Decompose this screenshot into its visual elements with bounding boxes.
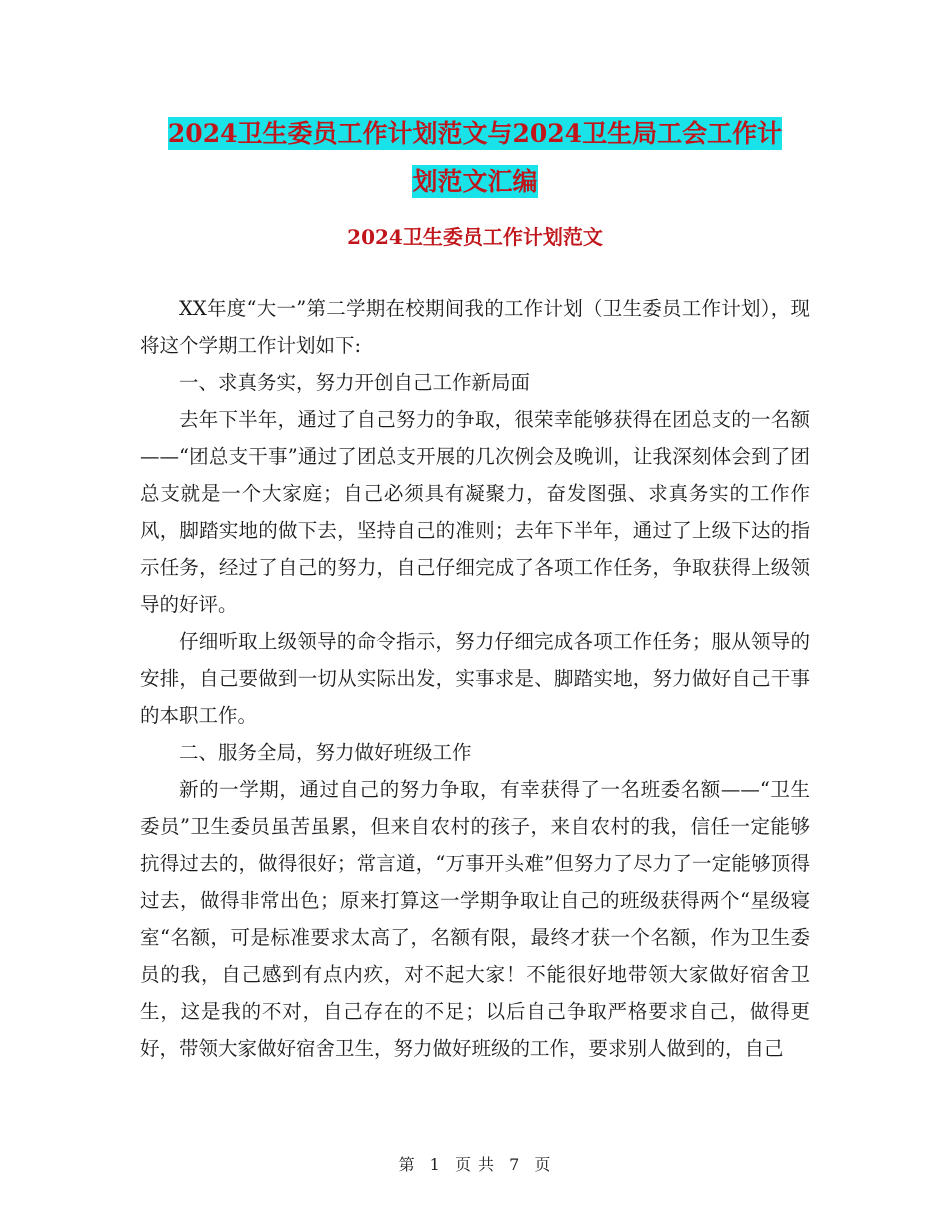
paragraph: 新的一学期，通过自己的努力争取，有幸获得了一名班委名额——“卫生委员”卫生委员虽苦虽累，但来自农村的孩子，来自农村的我，信任一定能够抗得过去的，做得很好；常言道，“万事开头难”但努力了尽力了一定能够顶得过去，做得非常出色；原来打算这一学期争取让自己的班级获得两个“星级寝室“名额，可是标准要求太高了，名额有限，最终才获一个名额，作为卫生委员的我，自己感到有点内疚，对不起大家！不能很好地带领大家做好宿舍卫生，这是我的不对，自己存在的不足；以后自己争取严格要求自己，做得更好，带领大家做好宿舍卫生，努力做好班级的工作，要求别人做到的，自己 [140,778,810,1060]
document-title [140,110,810,206]
document-body [140,290,810,1067]
heading-two: 二、服务全局，努力做好班级工作 [179,741,472,764]
footer-total-pages: 7 [509,1155,521,1174]
paragraph: 仔细听取上级领导的命令指示，努力仔细完成各项工作任务；服从领导的安排，自己要做到一切从实际出发，实事求是、脚踏实地，努力做好自己干事的本职工作。 [140,630,810,727]
page-footer [0,1152,950,1175]
section-title: 2024卫生委员工作计划范文 [347,225,603,249]
paragraph-intro: XX年度“大一”第二学期在校期间我的工作计划（卫生委员工作计划），现将这个学期工作计划如下: [140,297,810,357]
footer-prefix: 第 [398,1155,416,1174]
footer-suffix: 页 [534,1155,552,1174]
heading-one: 一、求真务实，努力开创自己工作新局面 [179,371,531,394]
document-title-line-2: 划范文汇编 [412,167,538,196]
paragraph: 去年下半年，通过了自己努力的争取，很荣幸能够获得在团总支的一名额——“团总支干事”通过了团总支开展的几次例会及晚训，让我深刻体会到了团总支就是一个大家庭；自己必须具有凝聚力，奋发图强、求真务实的工作作风，脚踏实地的做下去，坚持自己的准则；去年下半年，通过了上级下达的指示任务，经过了自己的努力，自己仔细完成了各项工作任务，争取获得上级领导的好评。 [140,408,810,616]
footer-middle: 页 共 [454,1155,496,1174]
footer-page-number: 1 [429,1155,441,1174]
document-title-line-1: 2024卫生委员工作计划范文与2024卫生局工会工作计 [167,119,783,148]
